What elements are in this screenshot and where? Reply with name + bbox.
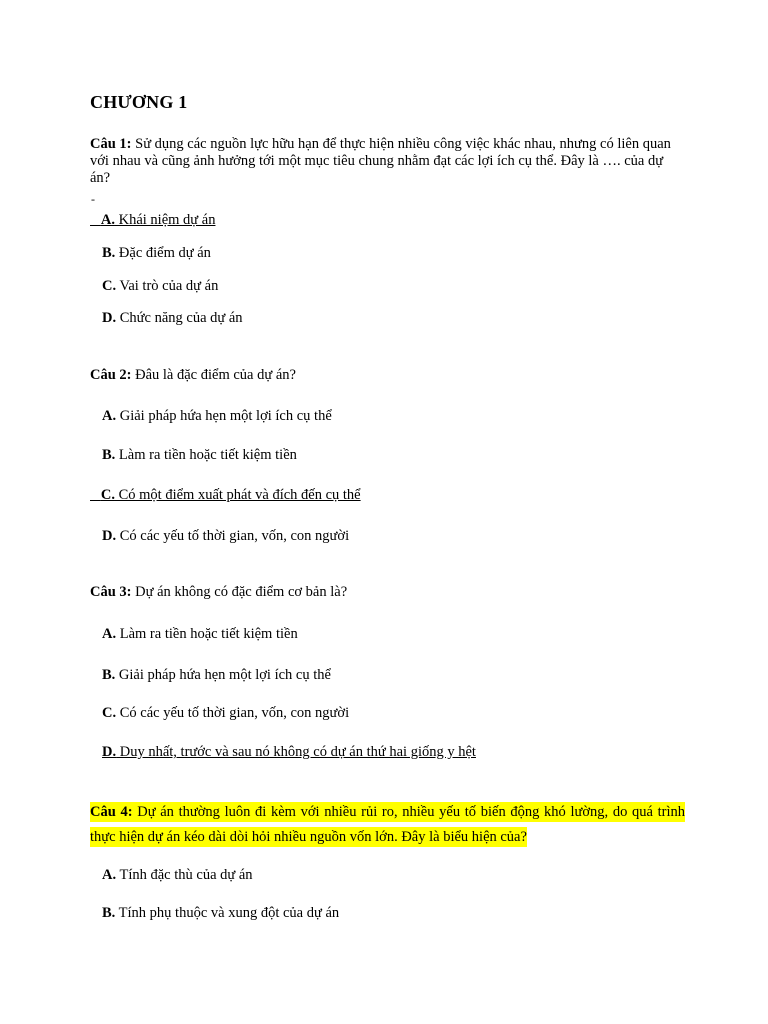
- option-letter: B.: [102, 667, 116, 683]
- question-4: [90, 800, 685, 850]
- question-highlight: [90, 802, 685, 847]
- question-label: Câu 1:: [90, 136, 132, 152]
- option-2a: [102, 408, 332, 425]
- option-text: Giải pháp hứa hẹn một lợi ích cụ thể: [115, 667, 331, 683]
- option-1c: [102, 278, 218, 295]
- option-letter: B.: [102, 447, 116, 463]
- option-text: Làm ra tiền hoặc tiết kiệm tiền: [115, 447, 297, 463]
- option-letter: C.: [100, 487, 115, 503]
- option-2d: [102, 528, 349, 545]
- option-3a: [102, 626, 298, 643]
- question-label: Câu 2:: [90, 367, 132, 383]
- question-text: Dự án không có đặc điểm cơ bản là?: [131, 584, 348, 600]
- question-label: Câu 4:: [90, 804, 133, 820]
- option-letter: B.: [102, 245, 116, 261]
- option-text: Tính đặc thù của dự án: [116, 867, 253, 883]
- option-text: Khái niệm dự án: [114, 212, 216, 228]
- option-letter: C.: [102, 278, 117, 294]
- option-2c: [90, 487, 361, 504]
- question-1: [90, 136, 685, 187]
- option-letter: C.: [102, 705, 117, 721]
- option-1d: [102, 310, 243, 327]
- option-text: Làm ra tiền hoặc tiết kiệm tiền: [116, 626, 298, 642]
- question-text: Sử dụng các nguồn lực hữu hạn để thực hiện nhiều công việc khác nhau, nhưng có liên quan với nhau và cũng ảnh hưởng tới một mục tiêu chung nhằm đạt các lợi ích cụ thể. Đây là …. của dự án?: [90, 136, 671, 186]
- option-letter: D.: [102, 310, 117, 326]
- chapter-title: CHƯƠNG 1: [90, 92, 188, 112]
- option-text: Có các yếu tố thời gian, vốn, con người: [116, 528, 350, 544]
- option-text: Giải pháp hứa hẹn một lợi ích cụ thể: [116, 408, 332, 424]
- option-4b: [102, 905, 339, 922]
- option-text: Đặc điểm dự án: [115, 245, 211, 261]
- question-2: [90, 367, 296, 384]
- question-text: Dự án thường luôn đi kèm với nhiều rủi ro, nhiều yếu tố biến động khó lường, do quá trình thực hiện dự án kéo dài dòi hỏi nhiều nguồn vốn lớn. Đây là biểu hiện của?: [90, 804, 685, 845]
- option-letter: A.: [100, 212, 115, 228]
- option-letter: B.: [102, 905, 116, 921]
- option-4a: [102, 867, 253, 884]
- option-2b: [102, 447, 297, 464]
- question-label: Câu 3:: [90, 584, 132, 600]
- option-text: Chức năng của dự án: [116, 310, 243, 326]
- option-letter: D.: [102, 744, 117, 760]
- option-letter: A.: [102, 867, 117, 883]
- option-text: Có một điểm xuất phát và đích đến cụ thể: [114, 487, 361, 503]
- option-text: Duy nhất, trước và sau nó không có dự án thứ hai giống y hệt: [116, 744, 476, 760]
- option-text: Có các yếu tố thời gian, vốn, con người: [116, 705, 350, 721]
- option-1b: [102, 245, 211, 262]
- option-3d: [102, 744, 476, 761]
- option-3b: [102, 667, 331, 684]
- option-1a: [90, 212, 215, 229]
- option-letter: A.: [102, 408, 117, 424]
- option-3c: [102, 705, 349, 722]
- option-text: Vai trò của dự án: [116, 278, 219, 294]
- option-letter: D.: [102, 528, 117, 544]
- question-text: Đâu là đặc điểm của dự án?: [131, 367, 296, 383]
- option-text: Tính phụ thuộc và xung đột của dự án: [115, 905, 340, 921]
- list-marker: -: [91, 192, 95, 206]
- question-3: [90, 584, 347, 601]
- option-letter: A.: [102, 626, 117, 642]
